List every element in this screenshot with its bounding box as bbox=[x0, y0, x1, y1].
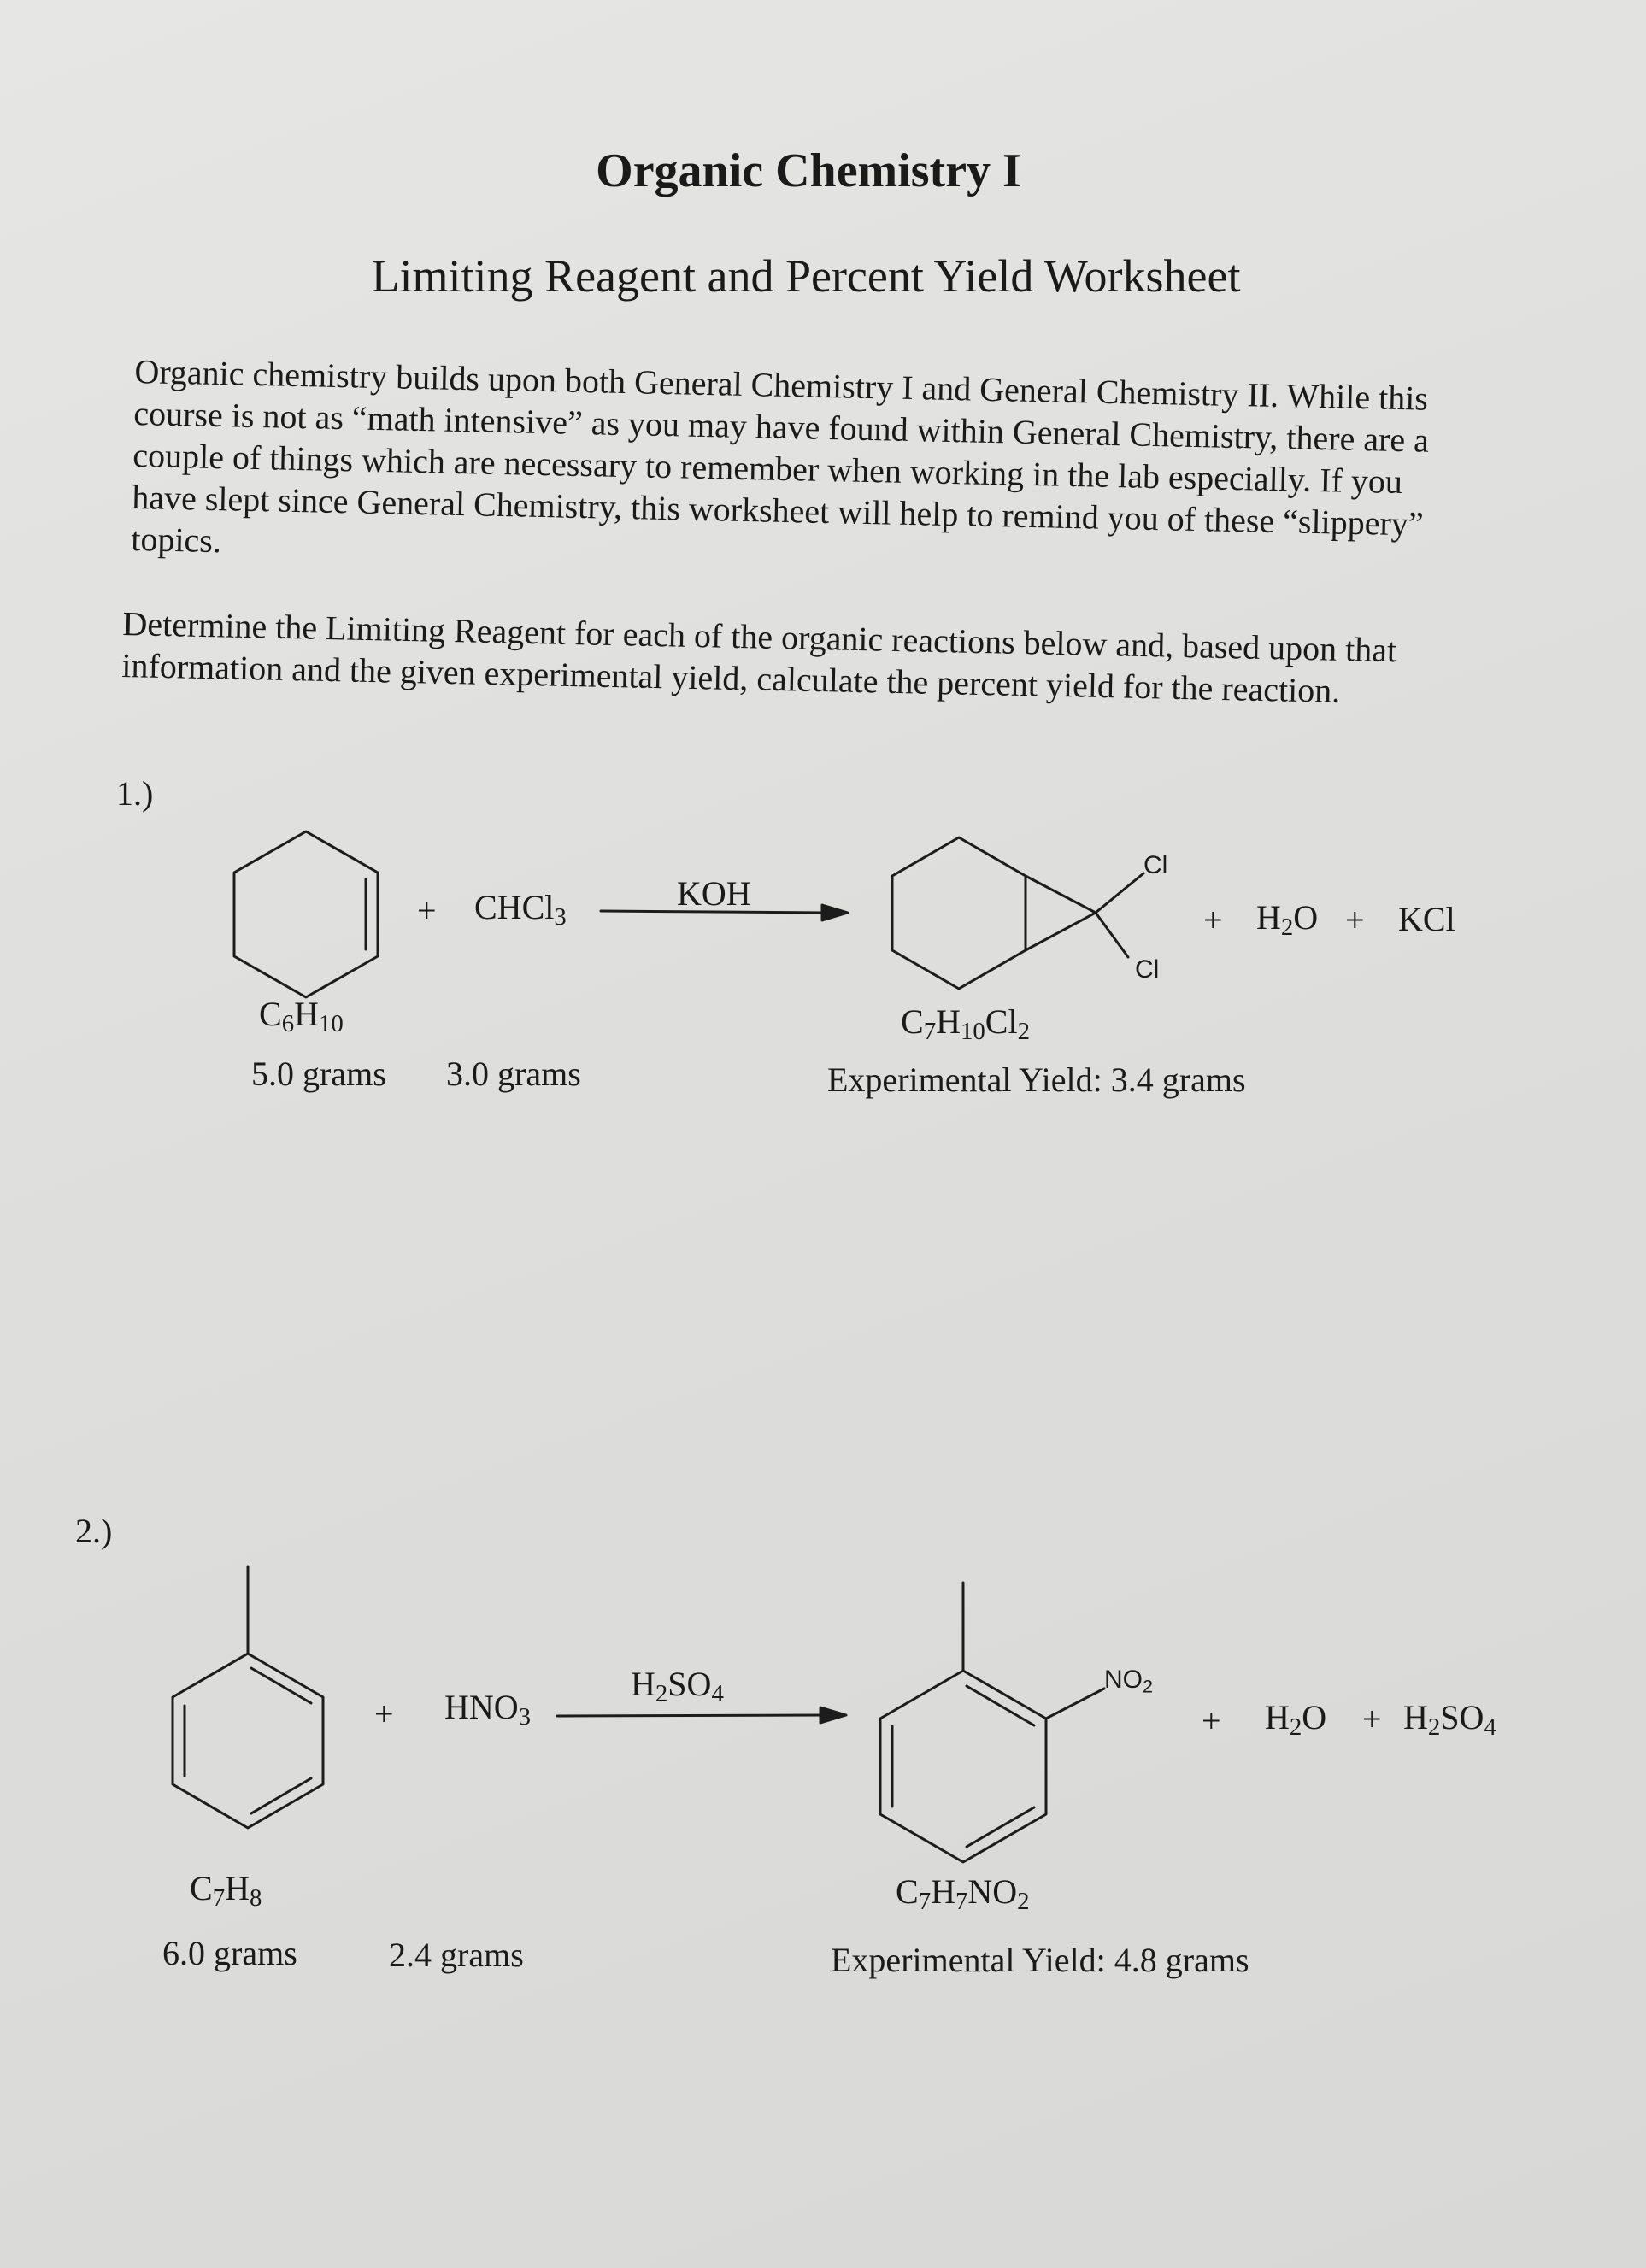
problem-2-reagent: $HNO_3$ bbox=[444, 1688, 532, 1731]
product-2-formula: $C_7H_7NO_2$ bbox=[896, 1872, 1030, 1916]
problem-2-byproduct-acid: $H_2SO_4$ bbox=[1403, 1698, 1496, 1742]
reactant-2-formula: $C_7H_8$ bbox=[190, 1869, 262, 1913]
problem-1-byproduct-kcl: KCl bbox=[1398, 900, 1455, 938]
product-2-yield: Experimental Yield: 4.8 grams bbox=[831, 1941, 1249, 1979]
product-2-no2: $NO_2$ bbox=[1104, 1666, 1154, 1697]
product-1-cl-bottom: Cl bbox=[1135, 955, 1160, 984]
product-1-cl-top: Cl bbox=[1143, 851, 1168, 879]
product-1-yield: Experimental Yield: 3.4 grams bbox=[827, 1061, 1246, 1099]
problem-1-byproduct-water: $H_2O$ bbox=[1256, 898, 1319, 942]
reaction-arrow-2 bbox=[557, 1707, 846, 1723]
problem-1-byproduct-plus-2: + bbox=[1345, 901, 1365, 939]
toluene-structure bbox=[173, 1566, 323, 1828]
problem-2-byproduct-plus-1: + bbox=[1202, 1701, 1221, 1740]
problem-2-catalyst: $H_2SO_4$ bbox=[631, 1665, 724, 1708]
problem-2-plus: + bbox=[374, 1695, 394, 1733]
problem-2-number: 2.) bbox=[75, 1512, 113, 1550]
problem-1-byproduct-plus-1: + bbox=[1203, 901, 1223, 939]
problem-2-byproduct-plus-2: + bbox=[1362, 1700, 1382, 1738]
reactant-1-formula: $C_6H_{10}$ bbox=[259, 995, 344, 1038]
problem-1-plus: + bbox=[417, 891, 437, 930]
reagent-2-mass: 2.4 grams bbox=[389, 1936, 524, 1974]
problem-1-number: 1.) bbox=[116, 774, 154, 813]
dichloronorcarane-structure bbox=[892, 837, 1143, 989]
instructions-paragraph: Determine the Limiting Reagent for each of the organic reactions below and, based upon that information and the given experimental yield, calculate the percent yield for the reaction. bbox=[121, 603, 1397, 710]
worksheet-title: Limiting Reagent and Percent Yield Worksheet bbox=[371, 250, 1241, 302]
problem-1-reagent: CHCl$_3$ bbox=[474, 888, 567, 931]
product-1-formula: $C_7H_{10}Cl_2$ bbox=[901, 1002, 1030, 1046]
nitrotoluene-structure bbox=[880, 1583, 1104, 1862]
problem-1-catalyst: KOH bbox=[677, 874, 751, 913]
intro-paragraph: Organic chemistry builds upon both General Chemistry I and General Chemistry II. While this course is not as “math intensive” as you may have found within General Chemistry, there are a couple of things which are necessary to remember when working in the lab especially. If you have slept since General Chemistry, this worksheet will help to remind you of these “slippery” topics. bbox=[130, 351, 1430, 561]
reactant-2-mass: 6.0 grams bbox=[162, 1934, 297, 1972]
problem-2-byproduct-water: $H_2O$ bbox=[1265, 1698, 1327, 1742]
reagent-1-mass: 3.0 grams bbox=[446, 1055, 581, 1093]
reactant-1-mass: 5.0 grams bbox=[251, 1055, 386, 1093]
cyclohexene-structure bbox=[234, 831, 378, 997]
course-title: Organic Chemistry I bbox=[596, 144, 1021, 197]
